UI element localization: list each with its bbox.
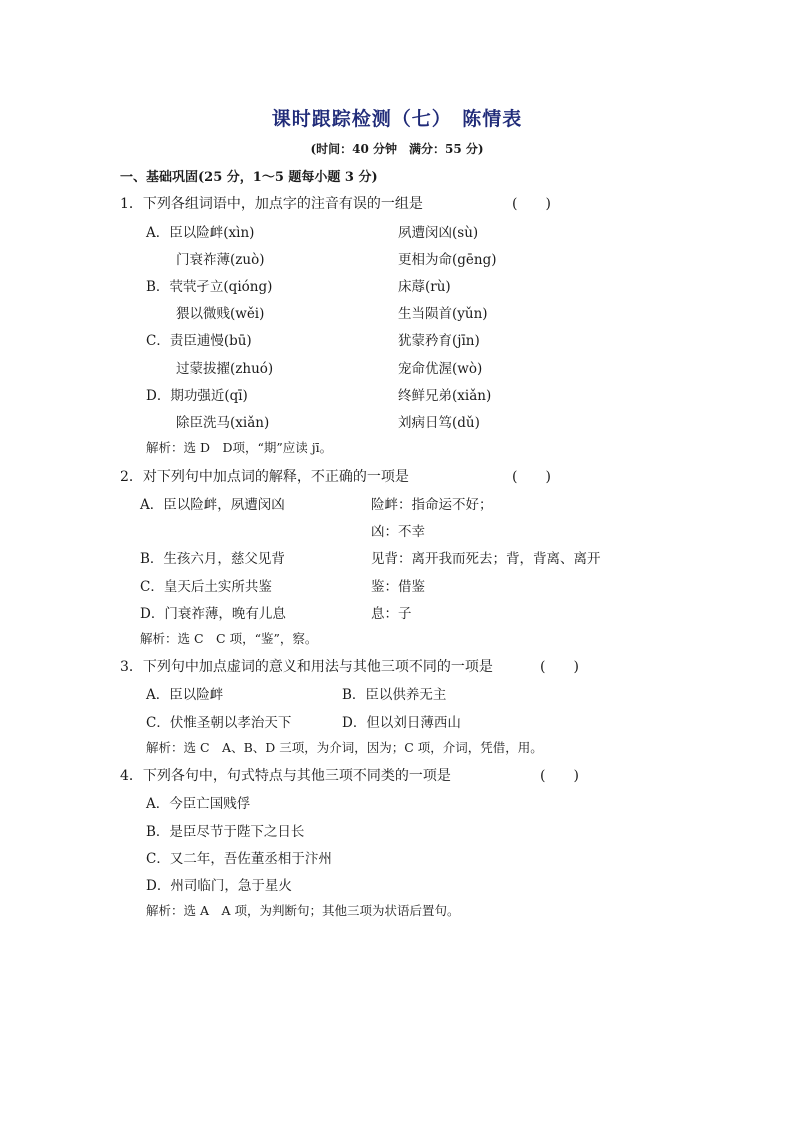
q2-option-b: B．生孩六月，慈父见背	[140, 551, 285, 567]
q4-explanation: 解析：选 A A 项，为判断句；其他三项为状语后置句。	[146, 903, 460, 918]
q2-option-a-gloss: 险衅：指命运不好；	[371, 497, 493, 513]
q3-explanation: 解析：选 C A、B、D 三项，为介词，因为；C 项，介词，凭借，用。	[146, 740, 543, 755]
q4-stem: 4．下列各句中，句式特点与其他三项不同类的一项是	[120, 768, 451, 784]
q1-option-c-right2: 宠命优渥(wò)	[398, 361, 483, 377]
q4-option-d: D．州司临门，急于星火	[146, 878, 292, 894]
q1-option-d-right2: 刘病日笃(dǔ)	[398, 415, 480, 431]
page-title: 课时跟踪检测（七） 陈情表	[271, 108, 523, 130]
q1-explanation: 解析：选 D D项，“期”应读 jī。	[146, 440, 333, 455]
q2-option-c-gloss: 鉴：借鉴	[371, 579, 425, 595]
q1-option-a-left2: 门衰祚薄(zuò)	[176, 252, 265, 268]
q1-option-d-right: 终鲜兄弟(xiǎn)	[398, 388, 492, 404]
q3-option-a: A．臣以险衅	[146, 687, 224, 703]
q1-option-c-right: 犹蒙矜育(jīn)	[398, 333, 480, 349]
q2-stem: 2．对下列句中加点词的解释，不正确的一项是	[120, 469, 409, 485]
q1-option-a-left: A．臣以险衅(xìn)	[146, 225, 255, 241]
q1-option-b-left: B．茕茕孑立(qióng)	[146, 279, 273, 295]
q1-answer-blank: ( )	[512, 196, 551, 212]
q4-option-b: B．是臣尽节于陛下之日长	[146, 824, 305, 840]
q3-answer-blank: ( )	[540, 659, 579, 675]
q4-answer-blank: ( )	[540, 768, 579, 784]
section-heading: 一、基础巩固(25 分，1～5 题每小题 3 分)	[120, 170, 378, 185]
q4-option-c: C．又二年，吾佐董丞相于汴州	[146, 851, 332, 867]
q1-option-c-left: C．责臣逋慢(bū)	[146, 333, 252, 349]
q2-option-c: C．皇天后土实所共鉴	[140, 579, 272, 595]
q1-option-c-left2: 过蒙拔擢(zhuó)	[176, 361, 274, 377]
q1-option-d-left2: 除臣洗马(xiǎn)	[176, 415, 270, 431]
q1-option-b-right2: 生当陨首(yǔn)	[398, 306, 488, 322]
q1-stem: 1．下列各组词语中，加点字的注音有误的一组是	[120, 196, 423, 212]
q1-option-b-right: 床蓐(rù)	[398, 279, 451, 295]
q2-explanation: 解析：选 C C 项，“鉴”，察。	[140, 631, 318, 646]
q1-option-b-left2: 猥以微贱(wěi)	[176, 306, 265, 322]
q3-option-d: D．但以刘日薄西山	[342, 715, 461, 731]
q2-option-b-gloss: 见背：离开我而死去；背，背离、离开	[371, 551, 601, 567]
q2-option-a-gloss2: 凶：不幸	[371, 524, 425, 540]
q2-answer-blank: ( )	[512, 469, 551, 485]
q3-stem: 3．下列句中加点虚词的意义和用法与其他三项不同的一项是	[120, 659, 493, 675]
q4-option-a: A．今臣亡国贱俘	[146, 796, 251, 812]
q2-option-d: D．门衰祚薄，晚有儿息	[140, 606, 286, 622]
exam-info: (时间：40 分钟 满分：55 分)	[310, 142, 484, 156]
q3-option-c: C．伏惟圣朝以孝治天下	[146, 715, 292, 731]
q2-option-a: A．臣以险衅，夙遭闵凶	[140, 497, 285, 513]
q1-option-d-left: D．期功强近(qī)	[146, 388, 248, 404]
q1-option-a-right2: 更相为命(gēng)	[398, 252, 497, 268]
q3-option-b: B．臣以供养无主	[342, 687, 447, 703]
q2-option-d-gloss: 息：子	[371, 606, 412, 622]
q1-option-a-right: 夙遭闵凶(sù)	[398, 225, 479, 241]
